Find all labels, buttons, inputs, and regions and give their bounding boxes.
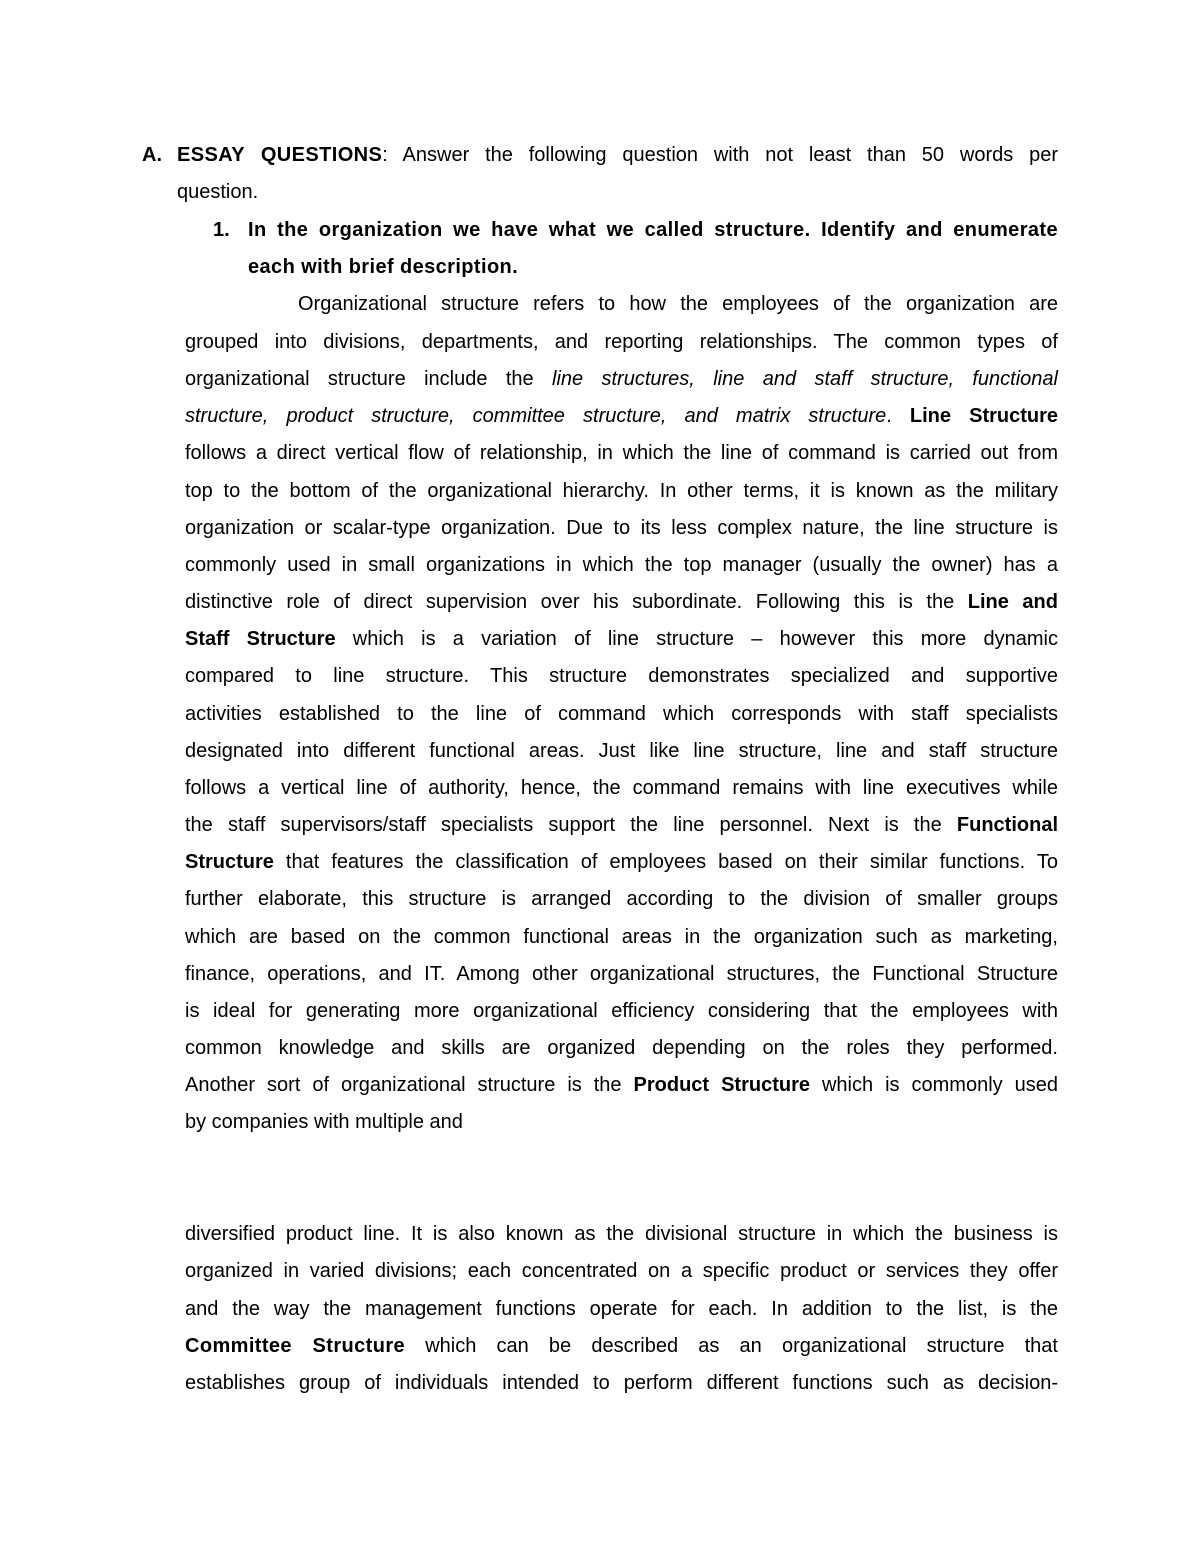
term-staff-structure: Staff Structure <box>185 628 336 650</box>
term-structure: Structure <box>185 851 274 873</box>
answer-line: Structure that features the classification of employees based on their similar functions. To <box>185 851 1058 873</box>
section-heading-instruction: : Answer the following question with not least than 50 words per <box>382 144 1058 166</box>
term-line-and-staff: Line and <box>967 591 1058 613</box>
answer-line: Staff Structure which is a variation of line structure – however this more dynamic <box>185 628 1058 650</box>
answer-line: by companies with multiple and <box>185 1111 463 1133</box>
answer-line: designated into different functional areas. Just like line structure, line and staff structure <box>185 740 1058 762</box>
section-heading-continuation: question. <box>177 181 259 203</box>
answer-line: organizational structure include the line structures, line and staff structure, functional <box>185 368 1058 390</box>
answer-line: follows a vertical line of authority, hence, the command remains with line executives while <box>185 777 1058 799</box>
answer-line: activities established to the line of command which corresponds with staff specialists <box>185 703 1058 725</box>
answer-line: finance, operations, and IT. Among other organizational structures, the Functional Structure <box>185 963 1058 985</box>
answer-line: organized in varied divisions; each concentrated on a specific product or services they offer <box>185 1260 1058 1282</box>
answer-line: and the way the management functions operate for each. In addition to the list, is the <box>185 1298 1058 1320</box>
question-text: In the organization we have what we called structure. Identify and enumerate <box>248 219 1058 241</box>
section-marker: A. <box>142 144 162 166</box>
answer-line: Committee Structure which can be described as an organizational structure that <box>185 1335 1058 1357</box>
answer-line: structure, product structure, committee structure, and matrix structure. Line Structure <box>185 405 1059 427</box>
answer-line: Another sort of organizational structure is the Product Structure which is commonly used <box>185 1074 1058 1096</box>
answer-line: compared to line structure. This structure demonstrates specialized and supportive <box>185 665 1058 687</box>
answer-line: grouped into divisions, departments, and reporting relationships. The common types of <box>185 331 1058 353</box>
answer-line: common knowledge and skills are organized depending on the roles they performed. <box>185 1037 1058 1059</box>
answer-line: which are based on the common functional areas in the organization such as marketing, <box>185 926 1058 948</box>
answer-line: organization or scalar-type organization. Due to its less complex nature, the line structure is <box>185 517 1058 539</box>
answer-line: diversified product line. It is also known as the divisional structure in which the business is <box>185 1223 1058 1245</box>
answer-line: commonly used in small organizations in which the top manager (usually the owner) has a <box>185 554 1058 576</box>
question-text-continuation: each with brief description. <box>248 256 519 278</box>
term-committee-structure: Committee Structure <box>185 1335 406 1357</box>
question-number: 1. <box>213 219 230 241</box>
section-heading-title: ESSAY QUESTIONS <box>177 144 383 166</box>
answer-line: follows a direct vertical flow of relationship, in which the line of command is carried out from <box>185 442 1058 464</box>
term-functional: Functional <box>956 814 1058 836</box>
answer-line: establishes group of individuals intended to perform different functions such as decision- <box>185 1372 1058 1394</box>
answer-line: is ideal for generating more organizational efficiency considering that the employees with <box>185 1000 1058 1022</box>
term-product-structure: Product Structure <box>633 1074 810 1096</box>
section-heading <box>177 142 1058 168</box>
answer-line: Organizational structure refers to how the employees of the organization are <box>298 293 1058 315</box>
answer-line: the staff supervisors/staff specialists support the line personnel. Next is the Functional <box>185 814 1058 836</box>
answer-line: further elaborate, this structure is arranged according to the division of smaller groups <box>185 888 1058 910</box>
answer-line: distinctive role of direct supervision over his subordinate. Following this is the Line and <box>185 591 1058 613</box>
term-line-structure: Line Structure <box>909 405 1059 427</box>
answer-line: top to the bottom of the organizational hierarchy. In other terms, it is known as the military <box>185 480 1058 502</box>
